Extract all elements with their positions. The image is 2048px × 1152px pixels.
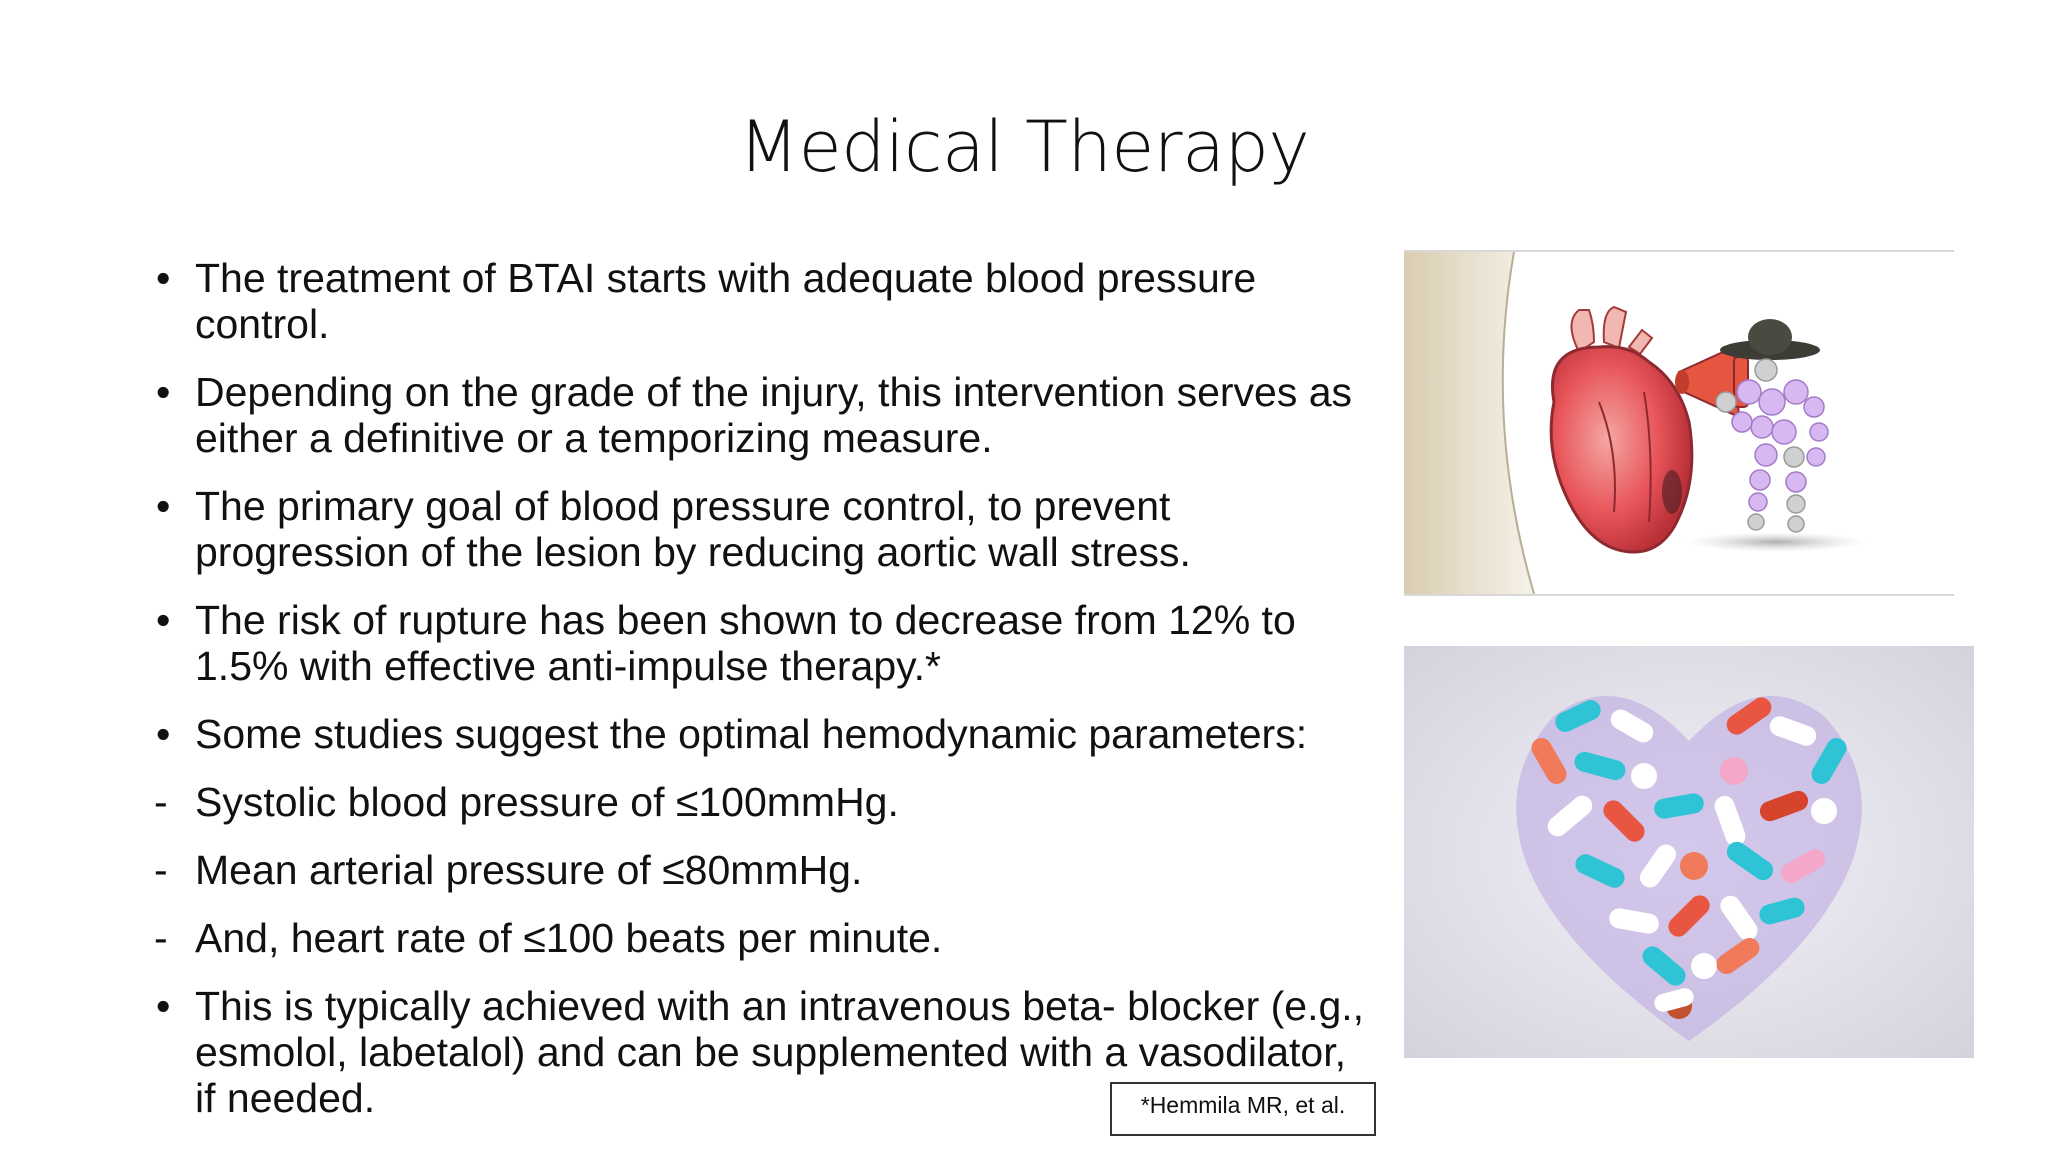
bullet-text: This is typically achieved with an intravenous beta- blocker (e.g., esmolol, labetalol) and can be supplemented with a vasodilator, if needed. [195, 983, 1365, 1121]
bullet-marker: • [156, 369, 171, 415]
bullet-marker: • [156, 983, 171, 1029]
dash-marker: - [154, 779, 168, 825]
dash-text: And, heart rate of ≤100 beats per minute. [195, 915, 943, 961]
bullet-item [150, 483, 1370, 575]
pill-heart-photo [1404, 646, 1974, 1058]
bullet-marker: • [156, 711, 171, 757]
heart-megaphone-image [1404, 250, 1954, 596]
bullet-item [150, 369, 1370, 461]
bullet-marker: • [156, 597, 171, 643]
dash-item [150, 847, 1370, 893]
pill-heart-image [1404, 646, 1974, 1058]
bullet-item [150, 255, 1370, 347]
bullet-text: Depending on the grade of the injury, this intervention serves as either a definitive or a temporizing measure. [195, 369, 1353, 461]
slide-title: Medical Therapy [738, 106, 1310, 188]
bullet-item [150, 711, 1370, 757]
bullet-item [150, 597, 1370, 689]
dash-marker: - [154, 847, 168, 893]
dash-item [150, 779, 1370, 825]
citation-footnote: *Hemmila MR, et al. [1110, 1082, 1376, 1136]
bullet-text: The treatment of BTAI starts with adequate blood pressure control. [195, 255, 1257, 347]
bullet-marker: • [156, 255, 171, 301]
dash-text: Systolic blood pressure of ≤100mmHg. [195, 779, 899, 825]
dash-item [150, 915, 1370, 961]
heart-megaphone-illustration [1404, 252, 1954, 594]
bullet-text: Some studies suggest the optimal hemodynamic parameters: [195, 711, 1308, 757]
dash-marker: - [154, 915, 168, 961]
bullet-text: The primary goal of blood pressure control, to prevent progression of the lesion by reducing aortic wall stress. [195, 483, 1191, 575]
bullet-marker: • [156, 483, 171, 529]
bullet-text: The risk of rupture has been shown to decrease from 12% to 1.5% with effective anti-impulse therapy.* [195, 597, 1296, 689]
dash-text: Mean arterial pressure of ≤80mmHg. [195, 847, 863, 893]
slide-body [150, 255, 1370, 1143]
